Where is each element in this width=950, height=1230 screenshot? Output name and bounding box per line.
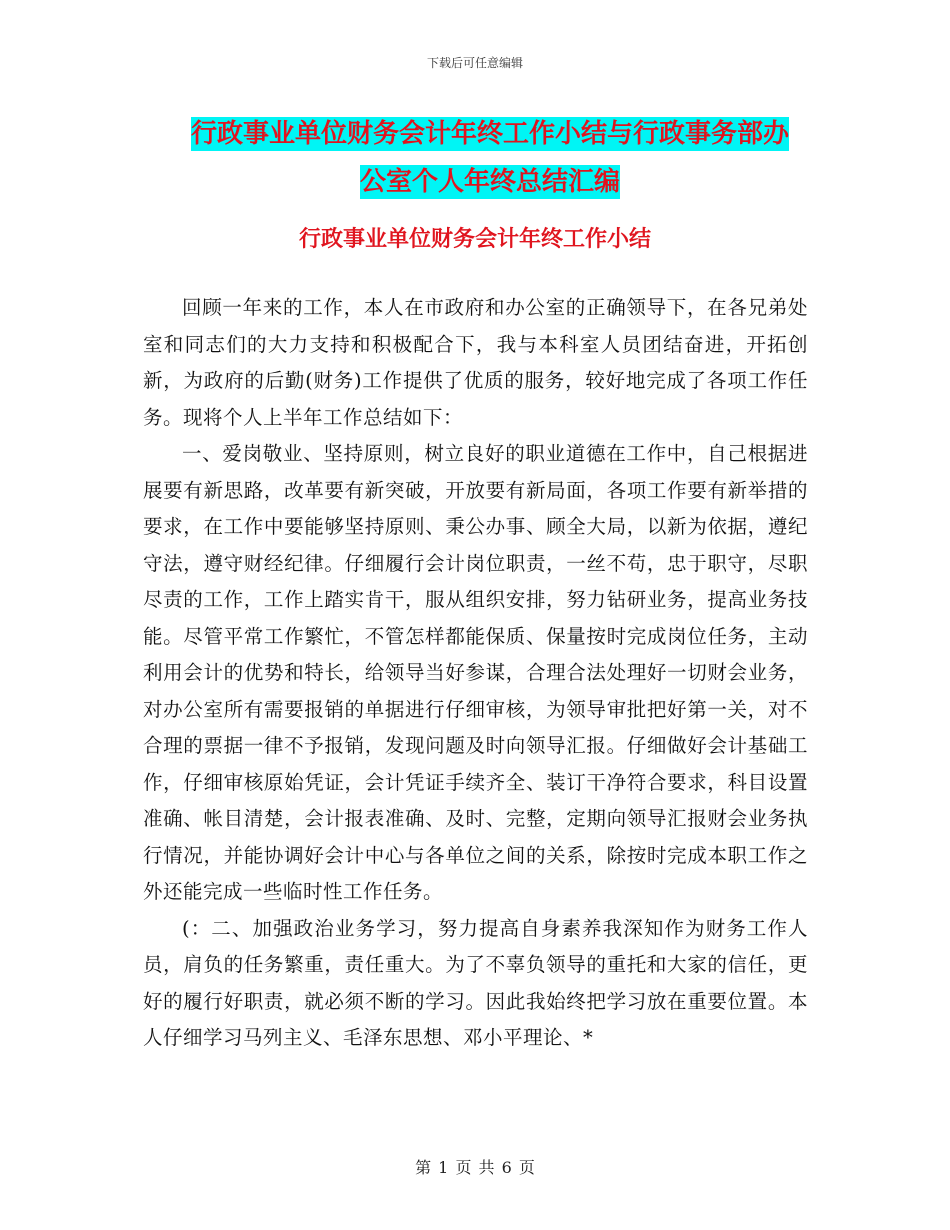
paragraph-section-two: (：二、加强政治业务学习，努力提高自身素养我深知作为财务工作人员，肩负的任务繁重，责任重大。为了不辜负领导的重托和大家的信任，更好的履行好职责，就必须不断的学习。因此我始终把学习放在重要位置。本人仔细学习马列主义、毛泽东思想、邓小平理论、* bbox=[143, 916, 808, 1049]
document-body bbox=[143, 290, 808, 1057]
page-number-footer: 第 1 页 共 6 页 bbox=[415, 1158, 535, 1177]
paragraph-section-one: 一、爱岗敬业、坚持原则，树立良好的职业道德在工作中，自己根据进展要有新思路，改革要有新突破，开放要有新局面，各项工作要有新举措的要求，在工作中要能够坚持原则、秉公办事、顾全大局，以新为依据，遵纪守法，遵守财经纪律。仔细履行会计岗位职责，一丝不苟，忠于职守，尽职尽责的工作，工作上踏实肯干，服从组织安排，努力钻研业务，提高业务技能。尽管平常工作繁忙，不管怎样都能保质、保量按时完成岗位任务，主动利用会计的优势和特长，给领导当好参谋，合理合法处理好一切财会业务，对办公室所有需要报销的单据进行仔细审核，为领导审批把好第一关，对不合理的票据一律不予报销，发现问题及时向领导汇报。仔细做好会计基础工作，仔细审核原始凭证，会计凭证手续齐全、装订干净符合要求，科目设置准确、帐目清楚，会计报表准确、及时、完整，定期向领导汇报财会业务执行情况，并能协调好会计中心与各单位之间的关系，除按时完成本职工作之外还能完成一些临时性工作任务。 bbox=[143, 442, 808, 903]
document-title bbox=[140, 110, 840, 206]
paragraph-intro: 回顾一年来的工作，本人在市政府和办公室的正确领导下，在各兄弟处室和同志们的大力支持和积极配合下，我与本科室人员团结奋进，开拓创新，为政府的后勤(财务)工作提供了优质的服务，较好地完成了各项工作任务。现将个人上半年工作总结如下： bbox=[143, 296, 808, 429]
page-header-note: 下载后可任意编辑 bbox=[426, 56, 523, 70]
document-title-line-1: 行政事业单位财务会计年终工作小结与行政事务部办 bbox=[190, 119, 789, 149]
section-title: 行政事业单位财务会计年终工作小结 bbox=[298, 227, 651, 252]
document-title-line-2: 公室个人年终总结汇编 bbox=[359, 167, 620, 197]
